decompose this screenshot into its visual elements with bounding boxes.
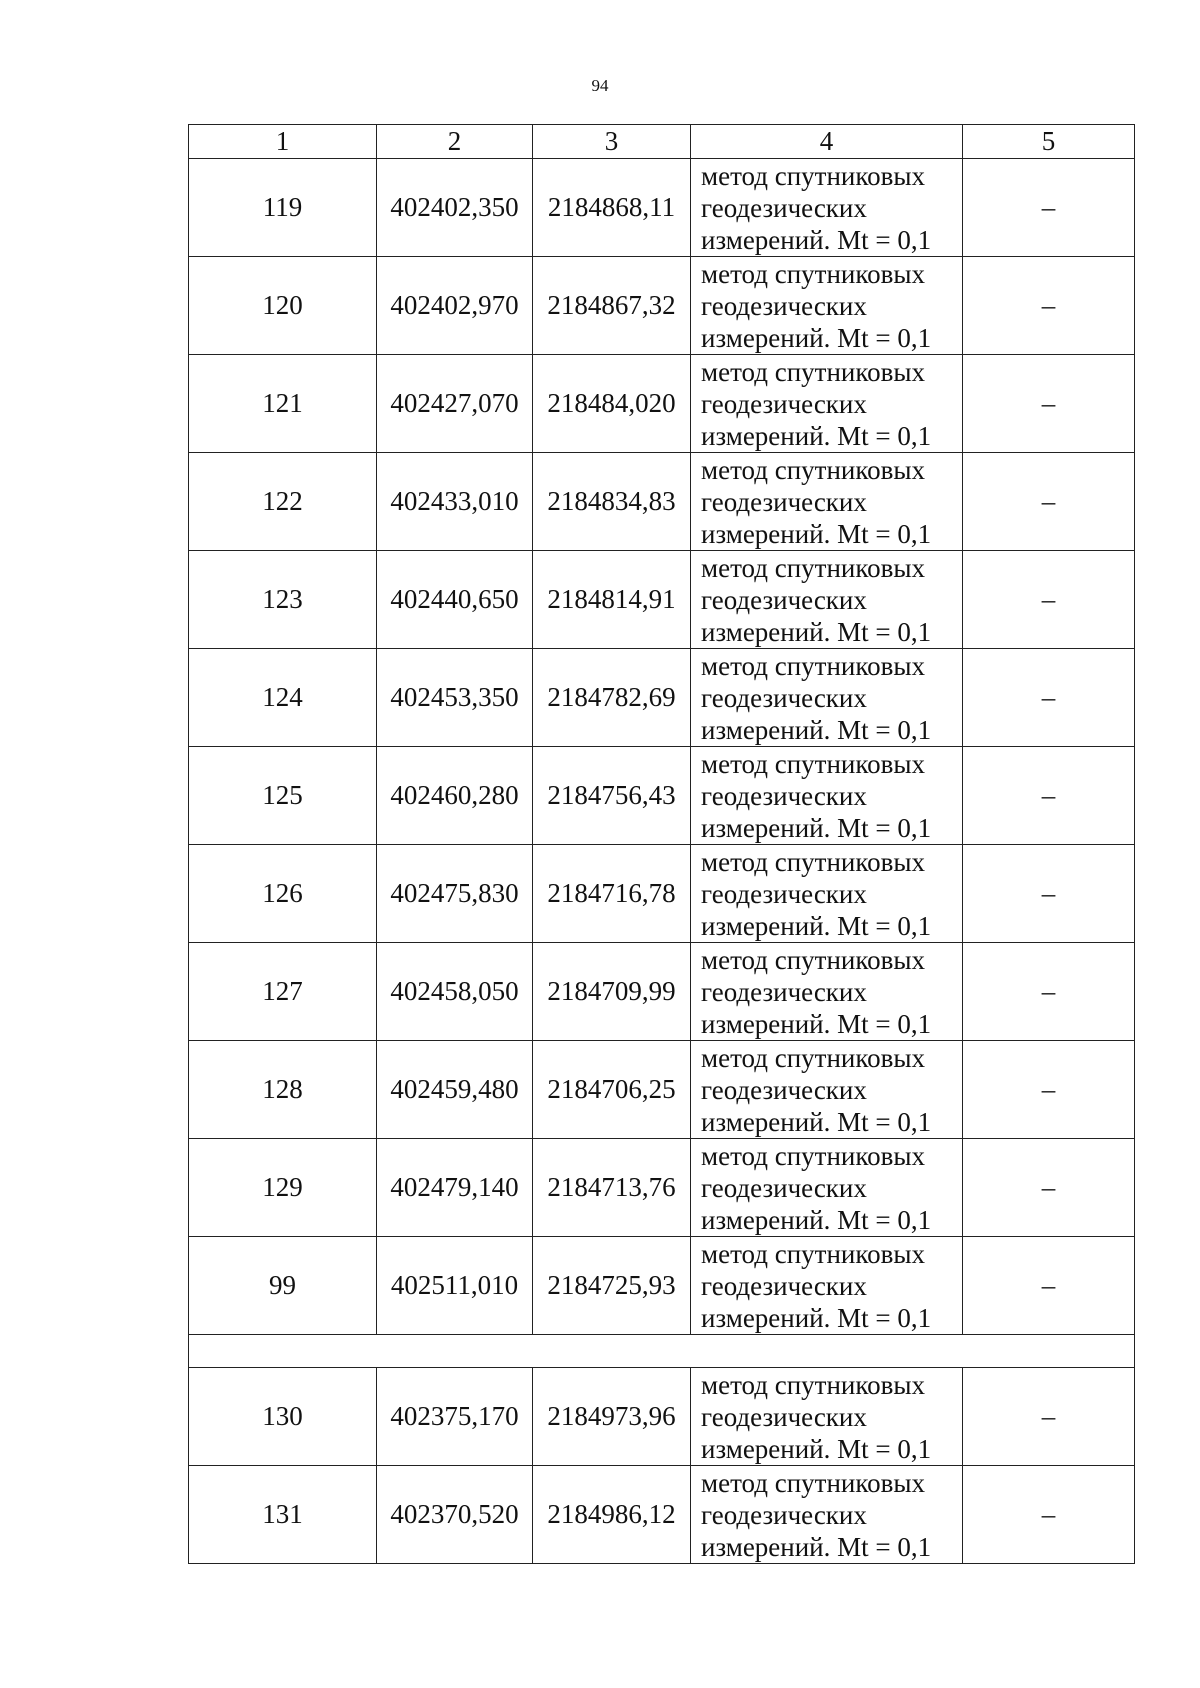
method-line: метод спутниковых (701, 846, 925, 877)
method-line: измерений. Mt = 0,1 (701, 616, 932, 647)
column-header: 5 (963, 125, 1135, 159)
x-coordinate-cell: 402458,050 (377, 943, 533, 1041)
method-line: метод спутниковых (701, 258, 925, 289)
method-cell (691, 845, 963, 943)
point-number-cell: 119 (189, 159, 377, 257)
method-line: измерений. Mt = 0,1 (701, 518, 932, 549)
x-coordinate-cell: 402433,010 (377, 453, 533, 551)
method-line: геодезических (701, 290, 867, 321)
method-cell (691, 1139, 963, 1237)
x-coordinate-cell: 402475,830 (377, 845, 533, 943)
method-line: геодезических (701, 584, 867, 615)
x-coordinate-cell: 402479,140 (377, 1139, 533, 1237)
method-line: измерений. Mt = 0,1 (701, 1433, 932, 1464)
table-row (189, 1139, 1135, 1237)
method-line: геодезических (701, 1499, 867, 1530)
method-line: метод спутниковых (701, 1140, 925, 1171)
note-cell: – (963, 943, 1135, 1041)
method-line: геодезических (701, 388, 867, 419)
point-number-cell: 123 (189, 551, 377, 649)
point-number-cell: 122 (189, 453, 377, 551)
note-cell: – (963, 159, 1135, 257)
method-line: измерений. Mt = 0,1 (701, 420, 932, 451)
x-coordinate-cell: 402453,350 (377, 649, 533, 747)
note-cell: – (963, 257, 1135, 355)
method-cell (691, 1041, 963, 1139)
method-line: геодезических (701, 1401, 867, 1432)
method-line: метод спутниковых (701, 1238, 925, 1269)
note-cell: – (963, 551, 1135, 649)
note-cell: – (963, 747, 1135, 845)
method-cell (691, 551, 963, 649)
method-line: геодезических (701, 780, 867, 811)
y-coordinate-cell: 2184706,25 (533, 1041, 691, 1139)
method-line: метод спутниковых (701, 552, 925, 583)
method-line: метод спутниковых (701, 650, 925, 681)
y-coordinate-cell: 2184782,69 (533, 649, 691, 747)
method-cell (691, 159, 963, 257)
y-coordinate-cell: 218484,020 (533, 355, 691, 453)
method-line: геодезических (701, 878, 867, 909)
note-cell: – (963, 649, 1135, 747)
column-header: 1 (189, 125, 377, 159)
method-line: измерений. Mt = 0,1 (701, 1204, 932, 1235)
coordinates-table (188, 124, 1135, 1564)
x-coordinate-cell: 402375,170 (377, 1368, 533, 1466)
method-line: метод спутниковых (701, 160, 925, 191)
method-line: геодезических (701, 192, 867, 223)
method-cell (691, 943, 963, 1041)
table-row (189, 943, 1135, 1041)
y-coordinate-cell: 2184725,93 (533, 1237, 691, 1335)
method-line: геодезических (701, 1172, 867, 1203)
method-line: метод спутниковых (701, 1369, 925, 1400)
table-row (189, 257, 1135, 355)
x-coordinate-cell: 402511,010 (377, 1237, 533, 1335)
y-coordinate-cell: 2184716,78 (533, 845, 691, 943)
method-line: геодезических (701, 486, 867, 517)
note-cell: – (963, 1139, 1135, 1237)
column-header: 3 (533, 125, 691, 159)
method-line: измерений. Mt = 0,1 (701, 1302, 932, 1333)
x-coordinate-cell: 402370,520 (377, 1466, 533, 1564)
note-cell: – (963, 1041, 1135, 1139)
method-line: измерений. Mt = 0,1 (701, 1008, 932, 1039)
y-coordinate-cell: 2184973,96 (533, 1368, 691, 1466)
x-coordinate-cell: 402459,480 (377, 1041, 533, 1139)
y-coordinate-cell: 2184709,99 (533, 943, 691, 1041)
method-cell (691, 1466, 963, 1564)
method-line: геодезических (701, 976, 867, 1007)
method-line: геодезических (701, 682, 867, 713)
table-row (189, 1237, 1135, 1335)
method-line: геодезических (701, 1270, 867, 1301)
method-line: измерений. Mt = 0,1 (701, 812, 932, 843)
x-coordinate-cell: 402427,070 (377, 355, 533, 453)
point-number-cell: 127 (189, 943, 377, 1041)
method-cell (691, 453, 963, 551)
method-cell (691, 355, 963, 453)
note-cell: – (963, 1466, 1135, 1564)
point-number-cell: 125 (189, 747, 377, 845)
point-number-cell: 120 (189, 257, 377, 355)
table-row (189, 355, 1135, 453)
point-number-cell: 99 (189, 1237, 377, 1335)
y-coordinate-cell: 2184834,83 (533, 453, 691, 551)
point-number-cell: 131 (189, 1466, 377, 1564)
point-number-cell: 129 (189, 1139, 377, 1237)
method-line: измерений. Mt = 0,1 (701, 1531, 932, 1562)
note-cell: – (963, 1237, 1135, 1335)
x-coordinate-cell: 402440,650 (377, 551, 533, 649)
table-row (189, 649, 1135, 747)
table-header-row (189, 125, 1135, 159)
table-row (189, 1041, 1135, 1139)
column-header: 4 (691, 125, 963, 159)
x-coordinate-cell: 402402,350 (377, 159, 533, 257)
separator-cell (189, 1335, 1135, 1368)
method-line: измерений. Mt = 0,1 (701, 910, 932, 941)
method-cell (691, 1368, 963, 1466)
table-row (189, 1466, 1135, 1564)
method-line: измерений. Mt = 0,1 (701, 224, 932, 255)
method-line: метод спутниковых (701, 454, 925, 485)
y-coordinate-cell: 2184713,76 (533, 1139, 691, 1237)
column-header: 2 (377, 125, 533, 159)
method-line: геодезических (701, 1074, 867, 1105)
y-coordinate-cell: 2184867,32 (533, 257, 691, 355)
table-row (189, 845, 1135, 943)
note-cell: – (963, 453, 1135, 551)
method-cell (691, 1237, 963, 1335)
note-cell: – (963, 355, 1135, 453)
note-cell: – (963, 845, 1135, 943)
y-coordinate-cell: 2184868,11 (533, 159, 691, 257)
table-row (189, 747, 1135, 845)
point-number-cell: 130 (189, 1368, 377, 1466)
point-number-cell: 124 (189, 649, 377, 747)
method-cell (691, 257, 963, 355)
x-coordinate-cell: 402402,970 (377, 257, 533, 355)
method-cell (691, 649, 963, 747)
y-coordinate-cell: 2184756,43 (533, 747, 691, 845)
method-line: метод спутниковых (701, 748, 925, 779)
note-cell: – (963, 1368, 1135, 1466)
x-coordinate-cell: 402460,280 (377, 747, 533, 845)
method-line: метод спутниковых (701, 1467, 925, 1498)
table-row (189, 159, 1135, 257)
y-coordinate-cell: 2184986,12 (533, 1466, 691, 1564)
table-row (189, 1368, 1135, 1466)
method-line: метод спутниковых (701, 356, 925, 387)
method-line: измерений. Mt = 0,1 (701, 322, 932, 353)
section-separator-row (189, 1335, 1135, 1368)
point-number-cell: 121 (189, 355, 377, 453)
method-cell (691, 747, 963, 845)
table-row (189, 453, 1135, 551)
method-line: метод спутниковых (701, 1042, 925, 1073)
page-number: 94 (591, 76, 609, 95)
point-number-cell: 128 (189, 1041, 377, 1139)
method-line: измерений. Mt = 0,1 (701, 714, 932, 745)
point-number-cell: 126 (189, 845, 377, 943)
y-coordinate-cell: 2184814,91 (533, 551, 691, 649)
method-line: метод спутниковых (701, 944, 925, 975)
method-line: измерений. Mt = 0,1 (701, 1106, 932, 1137)
table-row (189, 551, 1135, 649)
